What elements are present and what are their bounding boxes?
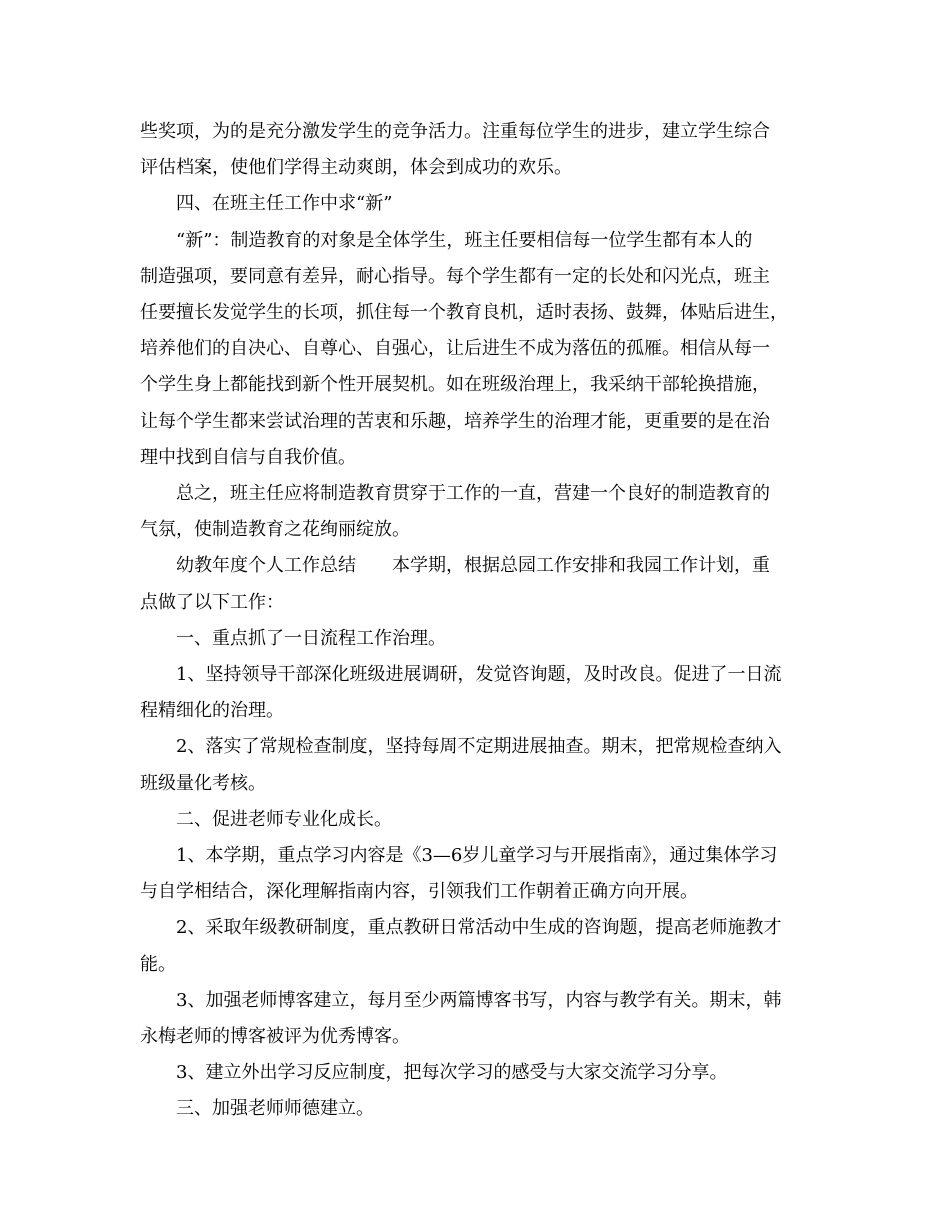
line-text: 制造强项，要同意有差异，耐心指导。每个学生都有一定的长处和闪光点，班主: [140, 265, 770, 287]
text-line: [140, 476, 810, 512]
line-text: 评估档案，使他们学得主动爽朗，体会到成功的欢乐。: [140, 157, 572, 179]
line-text: 2、采取年级教研制度，重点教研日常活动中生成的咨询题，提高老师施教才: [176, 917, 782, 939]
line-text: 班级量化考核。: [140, 772, 266, 794]
line-text: 程精细化的治理。: [140, 700, 284, 722]
line-text: 一、重点抓了一日流程工作治理。: [176, 627, 446, 649]
text-line: [140, 223, 810, 259]
line-text: 理中找到自信与自我价值。: [140, 446, 356, 468]
text-line: [140, 1091, 810, 1127]
line-text: 能。: [140, 953, 176, 975]
line-text: 1、本学期，重点学习内容是《3—6岁儿童学习与开展指南》，通过集体学习: [176, 845, 778, 867]
text-line: [140, 693, 810, 729]
line-text: 2、落实了常规检查制度，坚持每周不定期进展抽查。期末，把常规检查纳入: [176, 736, 782, 758]
line-text: 个学生身上都能找到新个性开展契机。如在班级治理上，我采纳干部轮换措施，: [140, 374, 770, 396]
line-text: 1、坚持领导干部深化班级进展调研，发觉咨询题，及时改良。促进了一日流: [176, 664, 782, 686]
line-text: 幼教年度个人工作总结 本学期，根据总园工作安排和我园工作计划，重: [176, 555, 770, 577]
text-line: [140, 874, 810, 910]
text-line: [140, 947, 810, 983]
text-line: [140, 404, 810, 440]
line-text: 二、促进老师专业化成长。: [176, 808, 392, 830]
text-line: [140, 367, 810, 403]
text-line: [140, 657, 810, 693]
text-line: [140, 983, 810, 1019]
text-line: [140, 548, 810, 584]
text-line: [140, 150, 810, 186]
text-line: [140, 295, 810, 331]
document-body: [140, 114, 810, 1128]
text-line: [140, 766, 810, 802]
text-line: [140, 621, 810, 657]
text-line: [140, 585, 810, 621]
text-line: [140, 512, 810, 548]
line-text: 让每个学生都来尝试治理的苦衷和乐趣，培养学生的治理才能，更重要的是在治: [140, 410, 770, 432]
line-text: 3、建立外出学习反应制度，把每次学习的感受与大家交流学习分享。: [176, 1062, 728, 1084]
line-text: 些奖项，为的是充分激发学生的竞争活力。注重每位学生的进步，建立学生综合: [140, 121, 770, 142]
text-line: [140, 910, 810, 946]
text-line: [140, 259, 810, 295]
line-text: 与自学相结合，深化理解指南内容，引领我们工作朝着正确方向开展。: [140, 881, 698, 903]
line-text: 四、在班主任工作中求“新”: [176, 193, 393, 215]
line-text: 点做了以下工作：: [140, 591, 284, 613]
text-line: [140, 802, 810, 838]
text-line: [140, 729, 810, 765]
text-line: [140, 114, 810, 150]
text-line: [140, 838, 810, 874]
text-line: [140, 331, 810, 367]
line-text: 任要擅长发觉学生的长项，抓住每一个教育良机，适时表扬、鼓舞，体贴后进生，: [140, 302, 788, 324]
line-text: 3、加强老师博客建立，每月至少两篇博客书写，内容与教学有关。期末，韩: [176, 989, 782, 1011]
line-text: 总之，班主任应将制造教育贯穿于工作的一直，营建一个良好的制造教育的: [176, 483, 770, 505]
line-text: “新”：制造教育的对象是全体学生，班主任要相信每一位学生都有本人的: [176, 229, 753, 251]
line-text: 培养他们的自决心、自尊心、自强心，让后进生不成为落伍的孤雁。相信从每一: [140, 338, 770, 360]
text-line: [140, 186, 810, 222]
text-line: [140, 1019, 810, 1055]
text-line: [140, 440, 810, 476]
line-text: 气氛，使制造教育之花绚丽绽放。: [140, 519, 410, 541]
text-line: [140, 1055, 810, 1091]
line-text: 三、加强老师师德建立。: [176, 1098, 374, 1120]
line-text: 永梅老师的博客被评为优秀博客。: [140, 1026, 410, 1048]
